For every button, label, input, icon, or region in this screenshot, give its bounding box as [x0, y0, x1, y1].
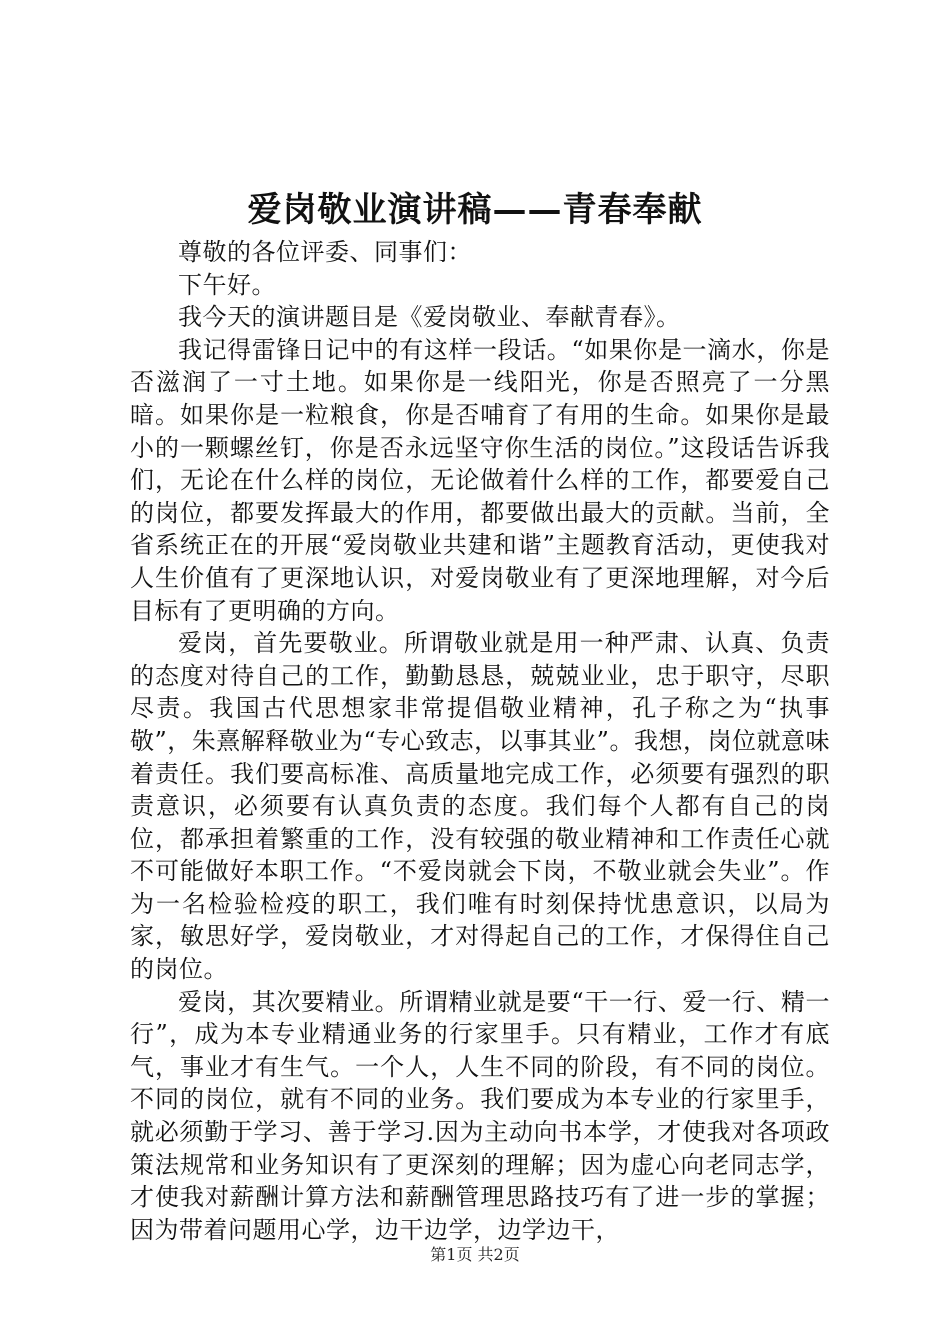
paragraph-salutation: 尊敬的各位评委、同事们：	[178, 238, 472, 266]
paragraph-dedication: 爱岗，首先要敬业。所谓敬业就是用一种严肃、认真、负责的态度对待自己的工作，勤勤恳恳，兢兢业业，忠于职守，尽职尽责。我国古代思想家非常提倡敬业精神，孔子称之为“执事敬”，朱熹解释敬业为“专心致志，以事其业”。我想，岗位就意味着责任。我们要高标准、高质量地完成工作，必须要有强烈的职责意识，必须要有认真负责的态度。我们每个人都有自己的岗位，都承担着繁重的工作，没有较强的敬业精神和工作责任心就不可能做好本职工作。“不爱岗就会下岗，不敬业就会失业”。作为一名检验检疫的职工，我们唯有时刻保持忧患意识，以局为家，敏思好学，爱岗敬业，才对得起自己的工作，才保得住自己的岗位。	[130, 629, 830, 984]
paragraph-greeting: 下午好。	[178, 270, 276, 299]
paragraph-lei-feng-quote: 我记得雷锋日记中的有这样一段话。“如果你是一滴水，你是否滋润了一寸土地。如果你是一线阳光，你是否照亮了一分黑暗。如果你是一粒粮食，你是否哺育了有用的生命。如果你是最小的一颗螺丝钉，你是否永远坚守你生活的岗位。”这段话告诉我们，无论在什么样的岗位，无论做着什么样的工作，都要爱自己的岗位，都要发挥最大的作用，都要做出最大的贡献。当前，全省系统正在的开展“爱岗敬业共建和谐”主题教育活动，更使我对人生价值有了更深地认识，对爱岗敬业有了更深地理解，对今后目标有了更明确的方向。	[130, 335, 830, 625]
paragraph-proficiency: 爱岗，其次要精业。所谓精业就是要“干一行、爱一行、精一行”，成为本专业精通业务的行家里手。只有精业，工作才有底气，事业才有生气。一个人，人生不同的阶段，有不同的岗位。不同的岗位，就有不同的业务。我们要成为本专业的行家里手，就必须勤于学习、善于学习.因为主动向书本学，才使我对各项政策法规常和业务知识有了更深刻的理解；因为虚心向老同志学，才使我对薪酬计算方法和薪酬管理思路技巧有了进一步的掌握；因为带着问题用心学，边干边学，边学边干，	[130, 987, 830, 1244]
page-number-footer: 第1页 共2页	[430, 1245, 520, 1264]
paragraph-topic: 我今天的演讲题目是《爱岗敬业、奉献青春》。	[178, 303, 681, 332]
document-title: 爱岗敬业演讲稿——青春奉献	[247, 190, 703, 230]
document-body	[130, 236, 830, 1246]
